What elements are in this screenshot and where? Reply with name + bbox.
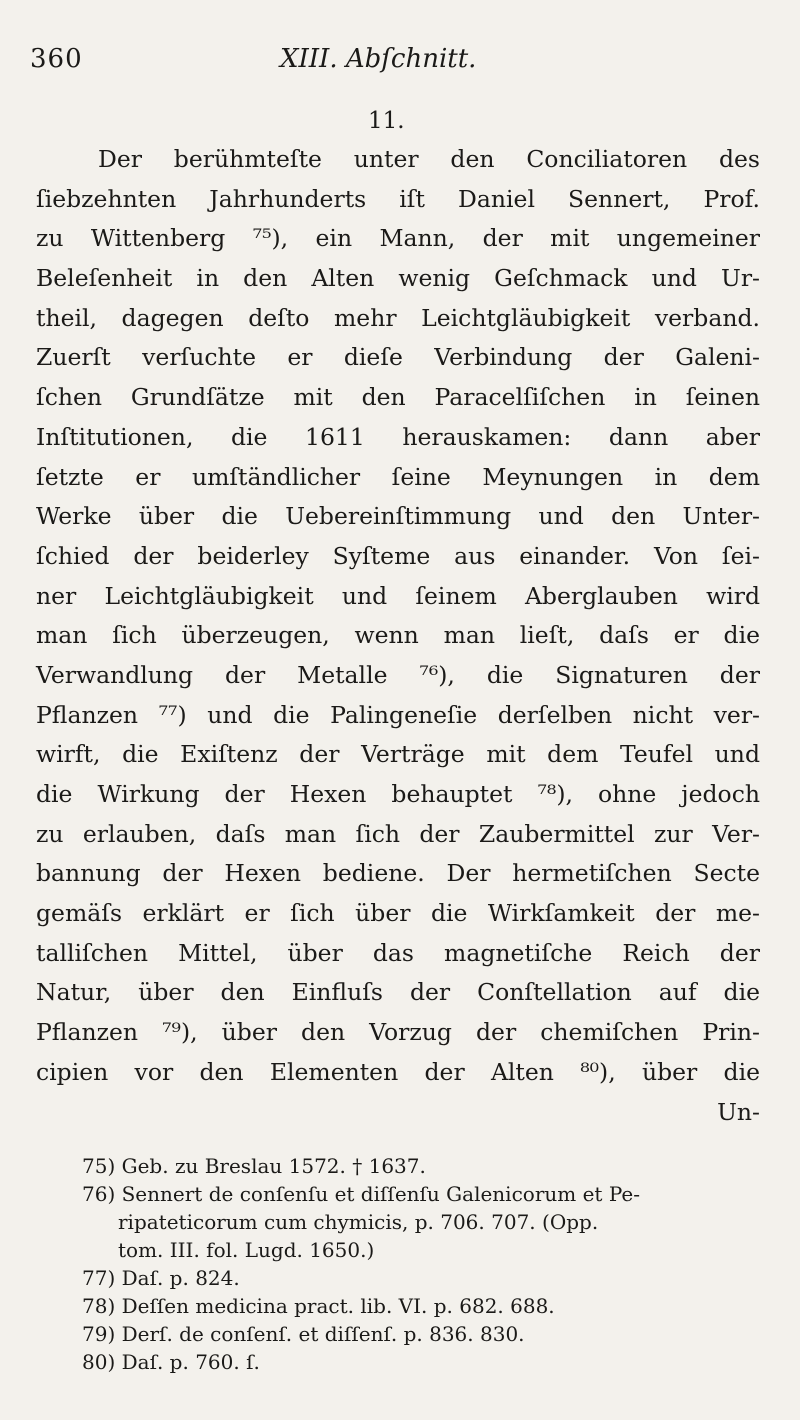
text-line: Pflanzen ⁷⁷) und die Palingeneſie derſelben nicht ver- [36, 700, 760, 729]
text-line: Natur, über den Einfluſs der Conſtellation auf die [36, 978, 760, 1007]
text-line: Der berühmteſte unter den Conciliatoren des [98, 145, 760, 173]
section-number: 11. [368, 108, 405, 134]
text-line: zu erlauben, daſs man ſich der Zaubermittel zur Ver- [36, 819, 760, 848]
footnote-79: 79) Derſ. de conſenſ. et diſſenſ. p. 836. 830. [82, 1322, 525, 1346]
text-line: Werke über die Uebereinſtimmung und den Unter- [36, 502, 760, 531]
running-title: XIII. Abſchnitt. [280, 44, 477, 74]
running-head [30, 44, 770, 80]
footnote-76: 76) Sennert de conſenſu et diſſenſu Galenicorum et Pe- [82, 1182, 640, 1206]
footnotes [82, 1152, 766, 1376]
text-line: zu Wittenberg ⁷⁵), ein Mann, der mit ungemeiner [36, 224, 760, 253]
text-line: Beleſenheit in den Alten wenig Geſchmack und Ur- [36, 264, 760, 293]
text-line: ſchen Grundſätze mit den Paracelſiſchen in ſeinen [36, 383, 760, 412]
text-line: talliſchen Mittel, über das magnetiſche Reich der [36, 938, 760, 967]
text-line: cipien vor den Elementen der Alten ⁸⁰), über die [36, 1057, 760, 1086]
page-number: 360 [30, 44, 83, 74]
text-line: ner Leichtgläubigkeit und ſeinem Aberglauben wird [36, 581, 760, 610]
body-text [36, 140, 760, 1132]
footnote-77: 77) Daſ. p. 824. [82, 1266, 240, 1290]
text-line: theil, dagegen deſto mehr Leichtgläubigkeit verband. [36, 303, 760, 332]
text-line: man ſich überzeugen, wenn man lieſt, daſs er die [36, 621, 760, 650]
footnote-78: 78) Deſſen medicina pract. lib. VI. p. 682. 688. [82, 1294, 555, 1318]
footnote-76-cont: tom. III. fol. Lugd. 1650.) [118, 1238, 375, 1262]
text-line: ſetzte er umſtändlicher ſeine Meynungen in dem [36, 462, 760, 491]
footnote-75: 75) Geb. zu Breslau 1572. † 1637. [82, 1154, 426, 1178]
text-line: die Wirkung der Hexen behauptet ⁷⁸), ohne jedoch [36, 780, 760, 808]
text-line: ſiebzehnten Jahrhunderts iſt Daniel Sennert, Prof. [36, 184, 760, 213]
catchword: Un- [717, 1097, 760, 1126]
text-line: Inſtitutionen, die 1611 herauskamen: dann aber [36, 422, 760, 451]
text-line: bannung der Hexen bediene. Der hermetiſchen Secte [36, 859, 760, 888]
footnote-76-cont: ripateticorum cum chymicis, p. 706. 707. (Opp. [118, 1210, 599, 1234]
text-line: Zuerſt verſuchte er dieſe Verbindung der Galeni- [36, 343, 760, 372]
text-line: gemäſs erklärt er ſich über die Wirkſamkeit der me- [36, 899, 760, 928]
text-line: wirft, die Exiſtenz der Verträge mit dem Teufel und [36, 740, 760, 769]
text-line: Verwandlung der Metalle ⁷⁶), die Signaturen der [36, 660, 760, 689]
text-line: ſchied der beiderley Syſteme aus einander. Von ſei- [36, 541, 760, 570]
text-line: Pflanzen ⁷⁹), über den Vorzug der chemiſchen Prin- [36, 1018, 760, 1047]
footnote-80: 80) Daſ. p. 760. ſ. [82, 1350, 260, 1374]
